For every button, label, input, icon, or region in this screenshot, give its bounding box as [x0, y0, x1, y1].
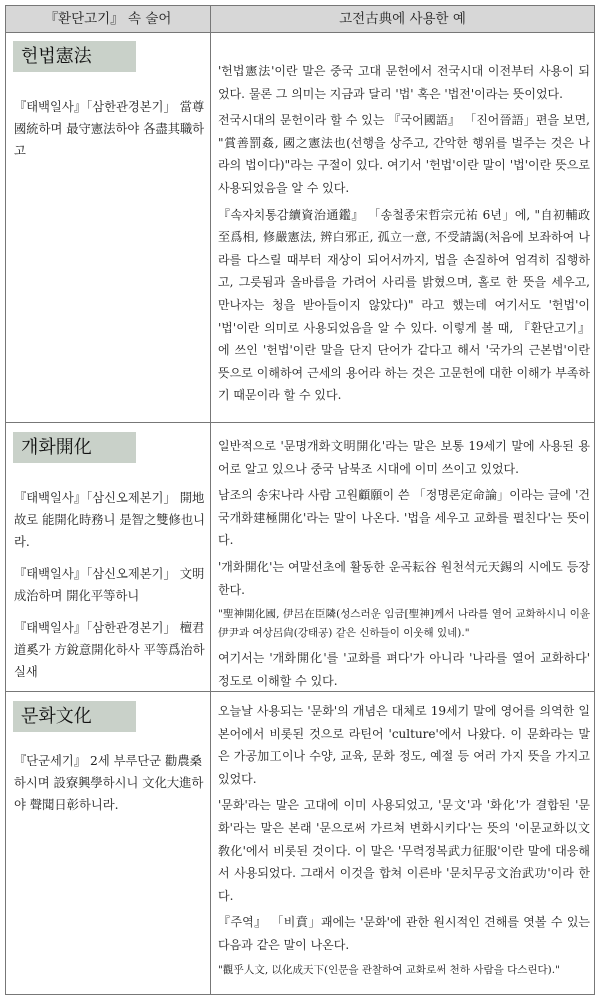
usage-paragraph: '헌법憲法'이란 말은 중국 고대 문헌에서 전국시대 이전부터 사용이 되었다. 물론 그 의미는 지금과 달리 '법' 혹은 '법전'이라는 뜻이었다.: [218, 64, 590, 101]
header-classic-usage: 고전古典에 사용한 예: [339, 11, 466, 27]
usage-paragraph: "觀乎人文, 以化成天下(인문을 관찰하여 교화로써 천하 사람을 다스린다).": [218, 963, 560, 976]
usage-paragraph: '문화'라는 말은 고대에 이미 사용되었고, '문文'과 '화化'가 결합된 '문화'라는 말은 본래 '문으로써 가르쳐 변화시키다'는 뜻의 '이문교화以文敎化'에서 비롯된 것이다. 이 말은 '무력정복武力征服'이란 말에 대응해서 사용되었다. 그래서 이것을 합쳐 이른바 '문치무공文治武功'이라 한다.: [218, 798, 590, 903]
usage-paragraph: 여기서는 '개화開化'를 '교화를 펴다'가 아니라 '나라를 열어 교화하다' 정도로 이해할 수 있다.: [218, 651, 590, 688]
usage-paragraph: '개화開化'는 여말선초에 활동한 운곡耘谷 원천석元天錫의 시에도 등장한다.: [218, 559, 590, 597]
header-source-term: 『환단고기』 속 술어: [6, 6, 211, 32]
source-quote: 『태백일사』「삼신오제본기」 文明成治하며 開化平等하니: [14, 567, 205, 603]
usage-paragraph: 『속자치통감續資治通鑑』 「송철종宋哲宗元祐 6년」에, "自初輔政至爲相, 修嚴憲法, 辨白邪正, 孤立一意, 不受請謁(처음에 보좌하여 나라를 다스릴 때부터 재상이 되어서까지, 법을 손질하여 엄격히 집행하고, 그릇됨과 올바름을 가려어 사리를 밝혔으며, 홀로 한 뜻을 세우고, 만나자는 청을 받아들이지 않았다)" 라고 했는데 여기서도 '헌법'이 '법'이란 의미로 사용되었음을 알 수 있다. 이렇게 볼 때, 『환단고기』에 쓰인 '헌법'이란 말을 단지 단어가 같다고 해서 '국가의 근본법'이란 뜻으로 이해하여 근세의 용어라 하는 것은 고문헌에 대한 이해가 부족하기 때문이라 할 수 있다.: [218, 207, 590, 403]
usage-paragraph: 일반적으로 '문명개화文明開化'라는 말은 보통 19세기 말에 사용된 용어로 알고 있으나 중국 남북조 시대에 이미 쓰이고 있었다.: [218, 439, 590, 476]
table-row-munhwa: [6, 691, 594, 996]
usage-cell: [218, 60, 590, 411]
source-quote: 『태백일사』「삼한관경본기」 當尊國統하며 最守憲法하야 各盡其職하고: [14, 100, 205, 158]
usage-paragraph: 오늘날 사용되는 '문화'의 개념은 대체로 19세기 말에 영어를 의역한 일본어에서 비롯된 것으로 라틴어 'culture'에서 나왔다. 이 문화라는 말은 가공加工이나 수양, 교육, 문화 정도, 예절 등 여러 가지 뜻을 가지고 있었다.: [218, 704, 590, 786]
terms-table: [5, 32, 595, 995]
source-quote: 『태백일사』「삼신오제본기」 開地故로 能開化時務니 是智之雙修也니라.: [14, 491, 206, 549]
usage-paragraph: "聖神開化國, 伊呂在臣隣(성스러운 임금[聖神]께서 나라를 열어 교화하시니 이윤伊尹과 여상呂尙(강태공) 같은 신하들이 이웃해 있네).": [218, 608, 590, 640]
usage-paragraph: 남조의 송宋나라 사람 고원顧願이 쓴 「정명론定命論」이라는 글에 '건국개화建極開化'라는 말이 나온다. '법을 세우고 교화를 펼친다'는 뜻이다.: [218, 488, 590, 548]
term-label: 헌법憲法: [13, 41, 136, 72]
term-cell: [6, 692, 210, 996]
usage-paragraph: 전국시대의 문헌이라 할 수 있는 『국어國語』 「진어晉語」편을 보면, "賞善罰姦, 國之憲法也(선행을 상주고, 간악한 행위를 벌주는 것은 나라의 법이다)"라는 구절이 있다. 여기서 '헌법'이란 말이 '법'이란 뜻으로 사용되었음을 알 수 있다.: [218, 113, 590, 195]
table-row-gaehwa: [6, 422, 594, 692]
source-quote: 『단군세기』 2세 부루단군 勸農桑하시며 設寮興學하시니 文化大進하야 聲聞日彰하니라.: [14, 754, 204, 812]
usage-cell: [218, 435, 590, 696]
table-header: [5, 5, 595, 33]
table-row-hunbeop: [6, 32, 594, 422]
term-cell: [6, 423, 210, 692]
source-quote: 『태백일사』「삼한관경본기」 檀君道奚가 方銳意開化하사 平等爲治하실새: [14, 621, 205, 679]
term-label: 개화開化: [13, 432, 136, 463]
usage-cell: [218, 700, 590, 984]
term-cell: [6, 32, 210, 422]
term-label: 문화文化: [13, 701, 136, 732]
usage-paragraph: 『주역』 「비賁」괘에는 '문화'에 관한 원시적인 견해를 엿볼 수 있는 다음과 같은 말이 나온다.: [218, 915, 590, 952]
